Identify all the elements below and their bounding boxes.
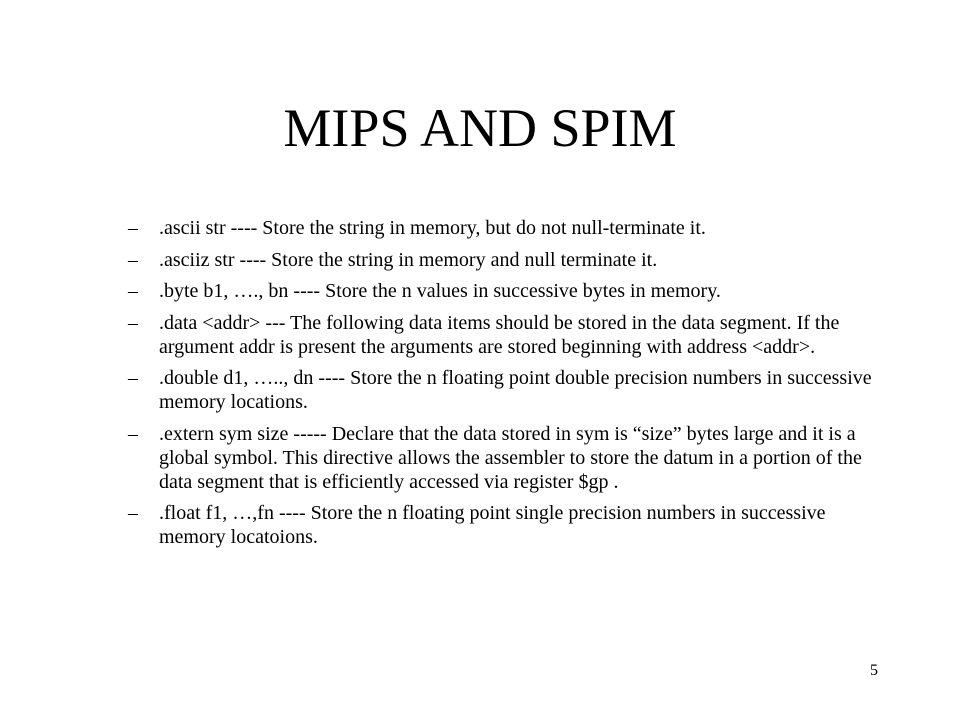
bullet-dash: – xyxy=(128,280,138,302)
bullet-item-data xyxy=(128,311,888,359)
bullet-text: .float f1, …,fn ---- Store the n floating point single precision numbers in successive memory locatoions. xyxy=(159,502,826,548)
bullet-text: .asciiz str ---- Store the string in memory and null terminate it. xyxy=(159,248,658,271)
bullet-text: .extern sym size ----- Declare that the data stored in sym is “size” bytes large and it is a global symbol. This directive allows the assembler to store the datum in a portion of the data segment that is efficiently accessed via register $gp . xyxy=(159,422,862,493)
bullet-dash: – xyxy=(128,367,138,389)
bullet-text: .double d1, ….., dn ---- Store the n floating point double precision numbers in successive memory locations. xyxy=(159,367,872,413)
bullet-dash: – xyxy=(128,422,138,445)
bullet-text: .data <addr> --- The following data items should be stored in the data segment. If the argument addr is present the arguments are stored beginning with address <addr>. xyxy=(159,311,840,358)
bullet-item-float xyxy=(128,501,888,549)
page-number: 5 xyxy=(870,662,878,679)
slide-title: MIPS AND SPIM xyxy=(283,98,677,158)
bullet-dash: – xyxy=(128,311,138,334)
bullet-text: .ascii str ---- Store the string in memory, but do not null-terminate it. xyxy=(159,217,706,239)
bullet-dash: – xyxy=(128,217,138,239)
bullet-text: .byte b1, …., bn ---- Store the n values in successive bytes in memory. xyxy=(159,280,721,302)
bullet-item-ascii xyxy=(128,216,888,240)
bullet-dash: – xyxy=(128,248,138,271)
bullet-item-double xyxy=(128,366,888,414)
bullet-item-asciiz xyxy=(128,248,888,272)
bullet-item-byte xyxy=(128,279,888,303)
bullet-item-extern xyxy=(128,422,888,494)
bullet-dash: – xyxy=(128,502,138,524)
bullet-list xyxy=(128,216,888,557)
